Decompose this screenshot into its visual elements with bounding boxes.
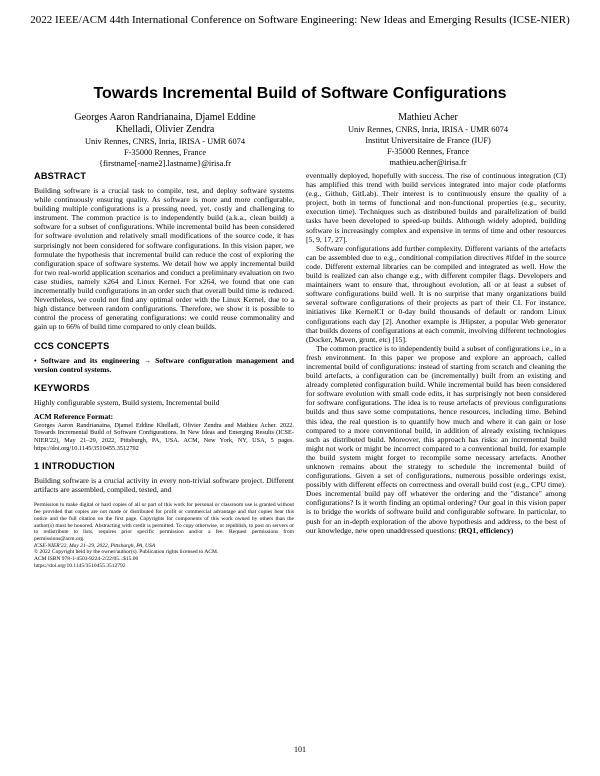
permission-isbn: ACM ISBN 978-1-4503-9224-2/22/05...$15.00 <box>34 556 139 563</box>
paper-title: Towards Incremental Build of Software Configurations <box>93 85 507 102</box>
conference-header: 2022 IEEE/ACM 44th International Conference on Software Engineering: New Ideas and Emerging Results (ICSE-NIER) <box>30 14 570 26</box>
keywords-heading: KEYWORDS <box>34 382 90 393</box>
intro-paragraph-3 <box>306 344 566 535</box>
author-city-right: F-35000 Rennes, France <box>386 147 470 156</box>
permission-copyright: © 2022 Copyright held by the owner/author(s). Publication rights licensed to ACM. <box>34 549 219 556</box>
abstract-heading: ABSTRACT <box>34 171 87 181</box>
abstract-text: Building software is a crucial task to compile, test, and deploy software systems while continuously ensuring quality. As software is more and more configurable, building multiple configurations is a pressing need, yet, costly and challenging to instrument. The common practice is to independently build (a.k.a., clean build) a software for a subset of configurations. While incremental build has been considered for software evolution and relatively small modifications of the source code, it has surprisingly not been considered for software configurations. In this vision paper, we formulate the hypothesis that incremental build can reduce the cost of exploring the configuration space of software systems. We detail how we apply incremental build for two real-world application scenarios and conduct a preliminary evaluation on two case studies, namely x264 and Linux Kernel. For x264, we found that one can incrementally build configurations in an order such that overall build time is reduced. Nevertheless, we could not find any optimal order with the Linux Kernel, due to a high distance between random configurations. Therefore, we show it is possible to control the process of generating configurations: we could reuse commonality and gain up to 66% of build time compared to only clean builds. <box>34 186 294 332</box>
author-names-left: Georges Aaron Randrianaina, Djamel Eddine Khelladi, Olivier Zendra <box>74 112 256 135</box>
permission-notice: Permission to make digital or hard copies of all or part of this work for personal or classroom use is granted without fee provided that copies are not made or distributed for profit or commercial advantage and that copies bear this notice and the full citation on the first page. Copyrights for components of this work owned by others than the author(s) must be honored. Abstracting with credit is permitted. To copy otherwise, or republish, to post on servers or to redistribute to lists, requires prior specific permission and/or a fee. Request permissions from permissions@acm.org. <box>34 502 294 542</box>
ccs-text: • Software and its engineering → Software configuration management and version control systems. <box>34 355 294 374</box>
permission-block <box>34 502 294 569</box>
permission-venue: ICSE-NIER'22, May 21–29, 2022, Pittsburgh, PA, USA <box>34 542 156 549</box>
rq1-label: (RQ1, efficiency) <box>458 525 514 535</box>
author-email-left: {firstname[-name2].lastname}@irisa.fr <box>98 159 232 168</box>
ccs-heading: CCS CONCEPTS <box>34 340 110 351</box>
intro-paragraph-3-text: The common practice is to independently build a subset of configurations i.e., in a fresh environment. In this paper we propose and explore an approach, called incremental build of configurations: instead of starting from scratch and cleaning the build artefacts, a configuration can be (incrementally) built from an existing and already completed configuration build. While incremental build has been considered for software evolution with small code edits, it has surprisingly not been considered for software configurations. The idea is to reuse artefacts of previous configurations builds and thus save some computations, hence resources, including time. Behind this idea, the real question is to quantify how much and where it can gain or lose compared to a more conventional build, in addition of already existing techniques such as distributed build. Moreover, this approach has risks: an incremental build might not work or might be incorrect compared to a conventional build, for example the build system might forget to recompile some necessary artefacts. Another unknown remains about the strategy to schedule the incremental build of configurations. Given a set of configurations, numerous possible orderings exist, possibly with different effects on correctness and overall build cost (e.g., CPU time). Does incremental build pay off whatever the ordering and the "distance" among configurations? Is it worth finding an optimal ordering? Our goal in this vision paper is to bridge the worlds of software build and configurable software. In particular, to push for an in-depth exploration of the above hypothesis and address, to the best of our knowledge, new open unaddressed questions: <box>306 343 566 535</box>
acm-reference-heading: ACM Reference Format: <box>34 411 114 421</box>
intro-paragraph-2: Software configurations add further complexity. Different variants of the artefacts can be assembled due to e.g., conditional compilation directives #ifdef in the source code. Different external libraries can be compiled and integrated as well. How the build is realized can also change e.g., with different compiler flags. Developers and maintainers want to ensure that, throughout evolution, all or at least a subset of software configurations build well. It is no surprise that many organizations build several software configurations of their projects as part of their CI. For instance, initiatives like KernelCI or 0-day build thousands of default or random Linux configurations each day [2]. Another example is JHipster, a popular Web generator that builds dozens of configurations at each commit, involving different technologies (Docker, Maven, grunt, etc) [15]. <box>306 243 566 344</box>
intro-paragraph-1: eventually deployed, hopefully with success. The rise of continuous integration (CI) has amplified this trend with build services integrated into major code platforms (e.g., Github, GitLab). Their interest is to continuously ensure the quality of a project, both in terms of functional and non-functional properties (e.g., security, execution time). Techniques such as distributed builds and parallelization of build tasks have been developed to speed-up builds. Although widely adopted, building software is increasingly complex and expensive in terms of time and other resources [5, 9, 17, 27]. <box>306 171 566 244</box>
page-number: 101 <box>294 745 306 754</box>
permission-doi: https://doi.org/10.1145/3510455.3512792 <box>34 562 126 569</box>
right-column <box>306 171 566 535</box>
left-column <box>34 171 294 569</box>
author-institute-right: Institut Universitaire de France (IUF) <box>365 136 491 145</box>
author-city-left: F-35000 Rennes, France <box>123 148 207 157</box>
author-email-right: mathieu.acher@irisa.fr <box>389 158 467 167</box>
author-affiliation-left: Univ Rennes, CNRS, Inria, IRISA - UMR 6074 <box>84 137 246 146</box>
author-affiliation-right: Univ Rennes, CNRS, Inria, IRISA - UMR 6074 <box>347 125 509 134</box>
author-block-right <box>318 112 538 168</box>
acm-reference-text: Georges Aaron Randrianaina, Djamel Eddine Khelladi, Olivier Zendra and Mathieu Acher. 2022. Towards Incremental Build of Software Configurations. In New Ideas and Emerging Results (ICSE-NIER'22), May 21–29, 2022, Pittsburgh, PA, USA. ACM, New York, NY, USA, 5 pages. https://doi.org/10.1145/3510455.3512792 <box>34 421 294 452</box>
keywords-text: Highly configurable system, Build system, Incremental build <box>34 397 220 407</box>
author-names-right: Mathieu Acher <box>398 112 458 123</box>
introduction-heading: 1 INTRODUCTION <box>34 461 115 472</box>
author-block-left <box>60 112 270 169</box>
introduction-text: Building software is a crucial activity in every non-trivial software project. Different artifacts are assembled, compiled, tested, and <box>34 476 294 495</box>
